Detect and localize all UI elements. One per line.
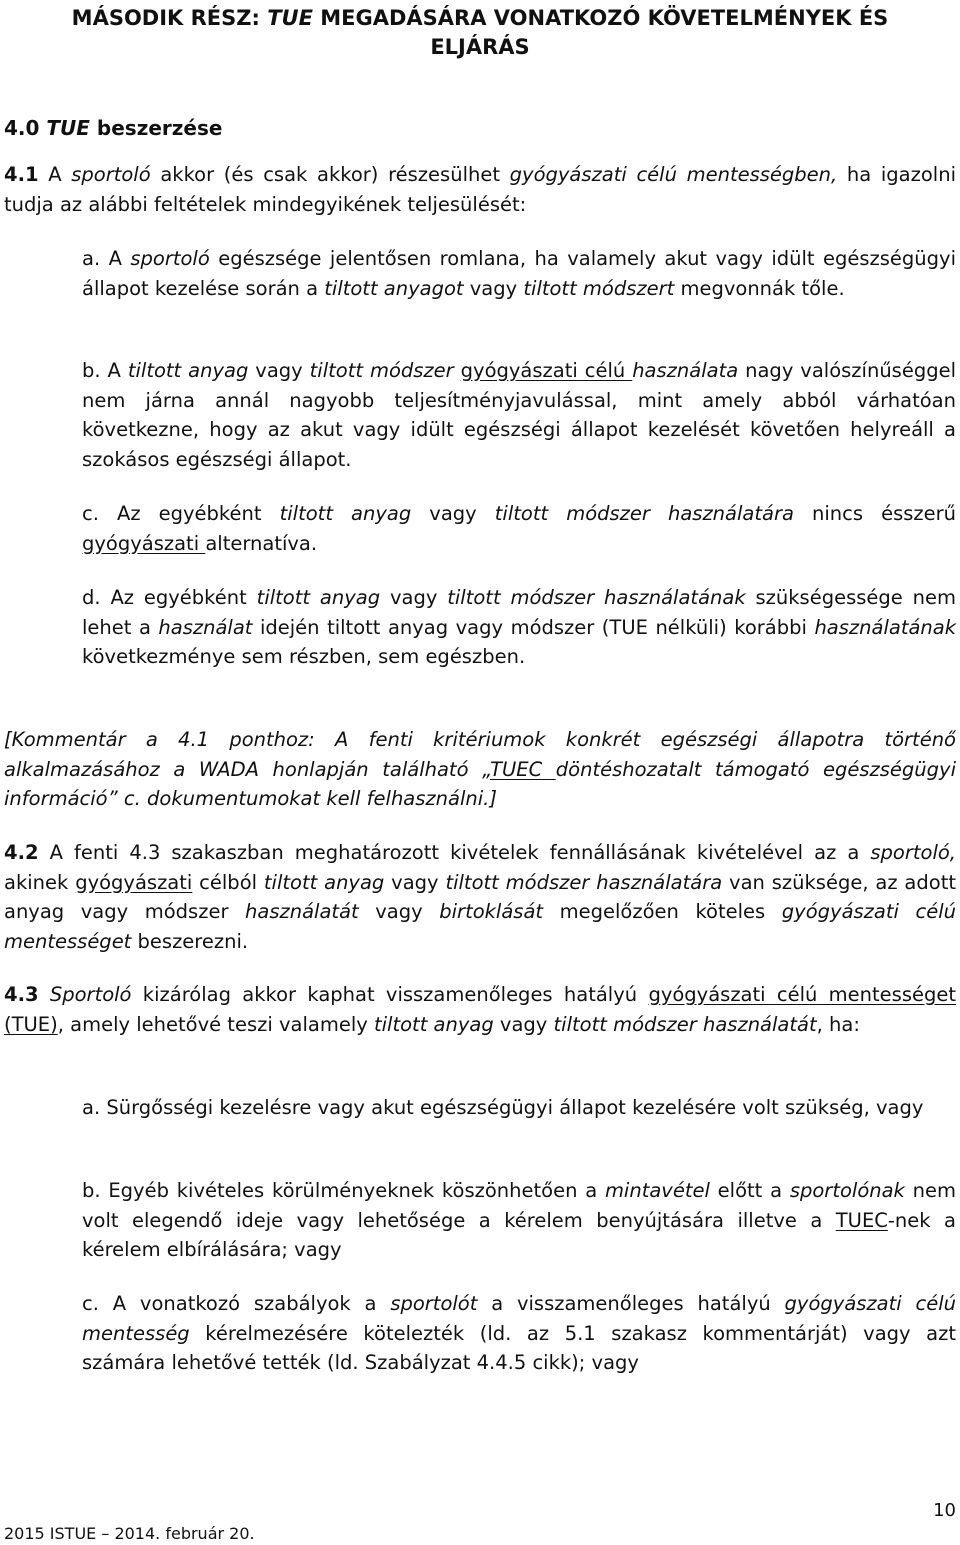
text-underlined: gyógyászati — [75, 870, 193, 894]
page-number: 10 — [933, 1500, 956, 1521]
text-italic: használatának — [814, 615, 957, 639]
text-underlined: gyógyászati célú mentességet (TUE) — [4, 983, 956, 1036]
text: előtt a — [709, 1179, 790, 1202]
text: vagy — [380, 586, 448, 609]
text — [454, 359, 461, 382]
section-4-0-tue: TUE — [46, 116, 90, 140]
section-4-0-number: 4.0 — [4, 116, 47, 140]
section-4-1 — [4, 160, 956, 219]
text: vagy — [384, 870, 446, 894]
text-italic: gyógyászati célú mentesség — [82, 1292, 956, 1345]
text: -nek a kérelem elbírálására; vagy — [82, 1208, 956, 1261]
text-underlined: gyógyászati célú — [460, 359, 633, 382]
text-italic: tiltott módszert — [523, 276, 675, 300]
text: egészsége jelentősen romlana, ha valamely akut vagy idült egészségügyi állapot kezelése során a — [82, 247, 956, 300]
text: akinek — [4, 870, 76, 894]
text: A — [100, 359, 128, 382]
text: , amely lehetővé teszi valamely — [57, 1012, 374, 1036]
text-italic: sportolónak — [789, 1179, 905, 1202]
text: a visszamenőleges hatályú — [477, 1292, 785, 1315]
text: kizárólag akkor kaphat visszamenőleges hatályú — [131, 983, 649, 1006]
text-italic: sportoló — [71, 163, 151, 186]
text-italic: sportoló, — [870, 841, 956, 864]
text: Egyéb kivételes körülményeknek köszönhetően a — [100, 1179, 605, 1202]
item-label: d. — [82, 586, 101, 609]
text: következménye sem részben, sem egészben. — [82, 645, 526, 668]
item-4-1-d — [82, 583, 956, 672]
item-label: c. — [82, 502, 99, 525]
text: ha igazolni tudja az alábbi feltételek mindegyikének teljesülését: — [4, 163, 956, 216]
item-4-3-c — [82, 1289, 956, 1378]
text-italic: tiltott anyag — [256, 586, 381, 609]
text: döntéshozatalt támogató egészségügyi információ” c. dokumentumokat kell felhasználni.] — [4, 757, 956, 810]
heading-text-1: MÁSODIK RÉSZ: — [71, 6, 268, 30]
text: Sürgősségi kezelésre vagy akut egészségügyi állapot kezelésére volt szükség, vagy — [100, 1096, 924, 1119]
heading-text-2: MEGADÁSÁRA VONATKOZÓ KÖVETELMÉNYEK ÉS — [312, 6, 889, 30]
text: A vonatkozó szabályok a — [98, 1292, 391, 1315]
section-4-2 — [4, 838, 956, 956]
heading-text-3: ELJÁRÁS — [430, 35, 530, 59]
text-italic: tiltott anyagot — [324, 276, 464, 300]
text-underlined: TUEC — [835, 1208, 888, 1232]
text-italic: tiltott anyag — [279, 502, 412, 525]
item-4-1-b — [82, 356, 956, 474]
text: alternatíva. — [205, 531, 318, 555]
text: A — [38, 163, 72, 186]
text-underlined: TUEC — [490, 757, 556, 781]
text-italic: tiltott anyag — [373, 1012, 494, 1036]
text-italic: tiltott módszer — [309, 359, 454, 382]
text: nem volt elegendő ideje vagy lehetősége a kérelem benyújtására illetve a — [82, 1179, 956, 1232]
section-4-1-number: 4.1 — [4, 163, 39, 186]
text: megvonnák tőle. — [674, 276, 845, 300]
text: beszerezni. — [131, 929, 249, 953]
text-italic: birtoklását — [439, 900, 544, 923]
item-4-3-a — [82, 1093, 956, 1123]
comment-4-1 — [4, 725, 956, 814]
item-label: c. — [82, 1292, 99, 1315]
footer-text: 2015 ISTUE – 2014. február 20. — [4, 1524, 255, 1543]
text: [Kommentár a 4.1 ponthoz: A fenti kritériumok konkrét egészségi állapotra történő alkalmazásához a WADA honlapján található „ — [4, 728, 956, 781]
text: , ha: — [816, 1012, 860, 1036]
text-italic: gyógyászati célú mentességet — [4, 900, 956, 953]
section-4-0-title — [4, 114, 222, 142]
item-label: a. — [82, 247, 101, 270]
item-label: a. — [82, 1096, 101, 1119]
text: van szüksége, az adott anyag vagy módszer — [4, 870, 956, 923]
text: vagy — [411, 502, 495, 525]
text: vagy — [493, 1012, 554, 1036]
text: A fenti 4.3 szakaszban meghatározott kivételek fennállásának kivételével az a — [38, 841, 871, 864]
text: megelőzően köteles — [543, 900, 782, 923]
text: nincs ésszerű — [793, 502, 957, 525]
text-italic: tiltott anyag — [263, 870, 385, 894]
item-4-3-b — [82, 1176, 956, 1265]
text-italic: használata — [632, 359, 739, 382]
text — [39, 983, 50, 1006]
text-italic: sportoló — [130, 247, 210, 270]
text-italic: használatát — [245, 900, 359, 923]
heading-tue: TUE — [267, 6, 313, 30]
text-italic: tiltott módszer használatára — [494, 502, 794, 525]
text-italic: tiltott anyag — [127, 359, 249, 382]
text-italic: Sportoló — [49, 983, 132, 1006]
section-4-3 — [4, 980, 956, 1039]
item-label: b. — [82, 359, 101, 382]
item-label: b. — [82, 1179, 101, 1202]
text-italic: tiltott módszer használatát — [553, 1012, 817, 1036]
item-4-1-c — [82, 499, 956, 558]
item-4-1-a — [82, 244, 956, 303]
text: vagy — [463, 276, 524, 300]
text-italic: használat — [158, 615, 253, 639]
text: kérelmezésére kötelezték (ld. az 5.1 szakasz kommentárját) vagy azt számára lehetővé tették (ld. Szabályzat 4.4.5 cikk); vagy — [82, 1321, 956, 1374]
section-4-2-number: 4.2 — [4, 841, 39, 864]
text: célból — [192, 870, 264, 894]
text-italic: tiltott módszer használatára — [445, 870, 723, 894]
text: nagy valószínűséggel nem járna annál nagyobb teljesítményjavulással, mint amely abból várhatóan következne, hogy az akut vagy idült egészségi állapot kezelését követően helyreáll a szokásos egészségi állapot. — [82, 359, 957, 471]
text: idején tiltott anyag vagy módszer (TUE nélküli) korábbi — [252, 615, 815, 639]
text-underlined: gyógyászati — [82, 531, 206, 555]
text: vagy — [358, 900, 440, 923]
text-italic: gyógyászati célú mentességben, — [509, 163, 838, 186]
text: Az egyébként — [98, 502, 280, 525]
text: vagy — [248, 359, 310, 382]
text: szükségessége nem lehet a — [82, 586, 956, 639]
section-4-0-text: beszerzése — [89, 116, 223, 140]
part-heading — [0, 4, 960, 62]
text-italic: mintavétel — [604, 1179, 710, 1202]
text-italic: tiltott módszer használatának — [447, 586, 746, 609]
text: Az egyébként — [100, 586, 257, 609]
text: akkor (és csak akkor) részesülhet — [150, 163, 510, 186]
text-italic: sportolót — [390, 1292, 478, 1315]
section-4-3-number: 4.3 — [4, 983, 39, 1006]
text: A — [100, 247, 131, 270]
